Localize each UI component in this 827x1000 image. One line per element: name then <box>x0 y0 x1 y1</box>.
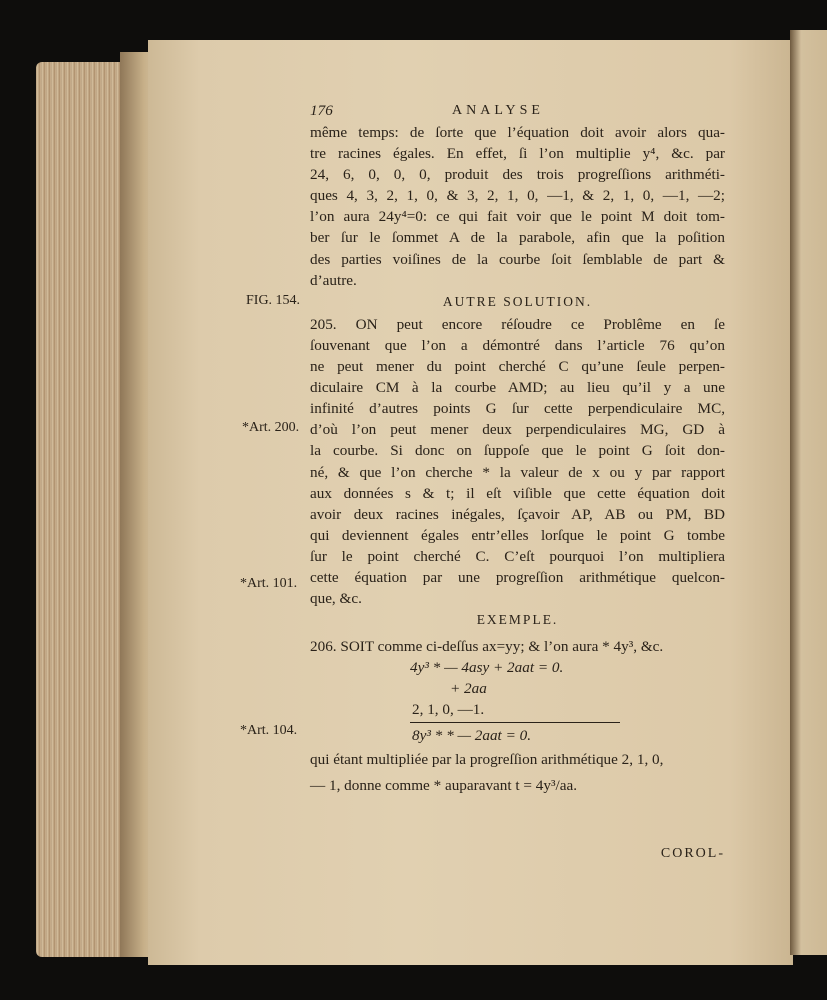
text-line: cette équation par une progreſſion arithmétique quelcon- <box>310 568 725 586</box>
catchword: COROL- <box>660 845 725 861</box>
text-line: avoir deux racines inégales, ſçavoir AP, AB ou PM, BD <box>310 505 725 523</box>
text-line: 205. ON peut encore réſoudre ce Problême en ſe <box>310 315 725 333</box>
text-line: d’autre. <box>310 271 357 289</box>
text-line: même temps: de ſorte que l’équation doit avoir alors qua- <box>310 124 725 141</box>
page-text <box>310 100 725 864</box>
section-heading: AUTRE SOLUTION. <box>442 293 593 309</box>
running-title: ANALYSE <box>452 103 544 118</box>
text-line: ber ſur le ſommet A de la parabole, afin que la poſition <box>310 229 725 247</box>
text-line: aux données s & t; il eſt viſible que cette équation doit <box>310 484 725 502</box>
text-line: que, &c. <box>310 590 362 608</box>
result-equation: 8y³ * * — 2aat = 0. <box>412 727 532 745</box>
text-line: né, & que l’on cherche * la valeur de x ou y par rapport <box>310 463 725 481</box>
text-line: ne peut mener du point cherché C qu’une ſeule perpen- <box>310 358 725 376</box>
paragraph-1 <box>310 122 725 291</box>
text-line: tre racines égales. En effet, ſi l’on multiplie y⁴, &c. par <box>310 145 725 163</box>
margin-note-fig: FIG. 154. <box>246 293 301 308</box>
text-line: ſur le point cherché C. C’eſt pourquoi l’on multipliera <box>310 547 725 565</box>
text-line: des parties voiſines de la courbe ſoit ſemblable de part & <box>310 250 725 268</box>
example-intro-line: 206. SOIT comme ci-deſſus ax=yy; & l’on aura * 4y³, &c. <box>310 638 664 656</box>
text-line: d’où l’on peut mener deux perpendiculaires MG, GD à <box>310 421 725 439</box>
progression-line: 2, 1, 0, —1. <box>412 701 485 719</box>
example-heading: EXEMPLE. <box>476 612 559 628</box>
text-line: la courbe. Si donc on ſuppoſe que le point G ſoit don- <box>310 442 725 460</box>
margin-note-art104: *Art. 104. <box>240 723 298 738</box>
equation-rule <box>410 722 620 723</box>
page-number: 176 <box>310 102 333 119</box>
margin-note-art200: *Art. 200. <box>242 420 300 435</box>
text-line: qui deviennent égales entr’elles lorſque le point G tombe <box>310 526 725 544</box>
text-line: infinité d’autres points G ſur cette perpendiculaire MC, <box>310 400 725 418</box>
spacer <box>310 797 725 843</box>
text-line: ſouvenant que l’on a démontré dans l’article 76 qu’on <box>310 336 725 354</box>
equation-term: + 2aa <box>450 680 487 698</box>
text-line: qui étant multipliée par la progreſſion arithmétique 2, 1, 0, <box>310 751 664 769</box>
text-line: diculaire CM à la courbe AMD; au lieu qu’il y a une <box>310 379 725 397</box>
margin-note-art101: *Art. 101. <box>240 576 298 591</box>
running-head <box>310 100 725 122</box>
equation-line: 4y³ * — 4asy + 2aat = 0. <box>410 659 564 677</box>
paragraph-2 <box>310 314 725 609</box>
facing-page-edge <box>790 30 827 955</box>
text-line: — 1, donne comme * auparavant t = 4y³/aa. <box>310 777 578 795</box>
text-line: 24, 6, 0, 0, 0, produit des trois progreſſions arithméti- <box>310 166 725 184</box>
text-line: ques 4, 3, 2, 1, 0, & 3, 2, 1, 0, —1, & 2, 1, 0, —1, —2; <box>310 187 725 205</box>
text-line: l’on aura 24y⁴=0: ce qui fait voir que le point M doit tom- <box>310 208 725 226</box>
example-block <box>310 636 725 796</box>
